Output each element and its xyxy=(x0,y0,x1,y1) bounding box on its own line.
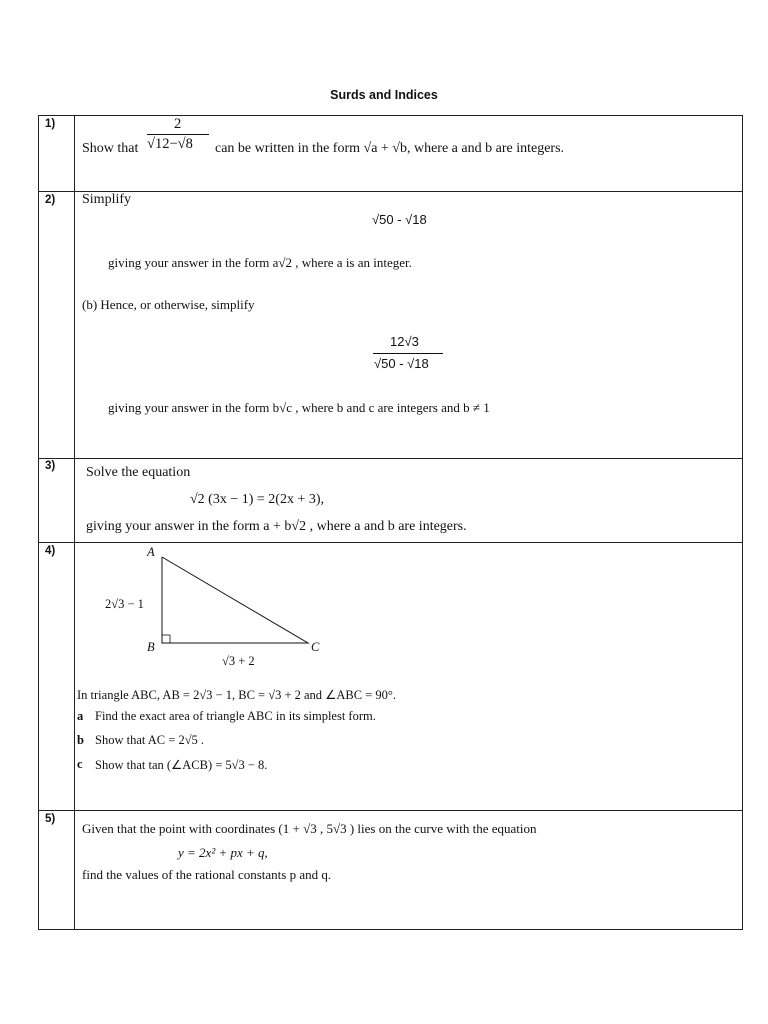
question-1-number: 1) xyxy=(45,118,56,130)
question-2-instruction-b: giving your answer in the form b√c , where b and c are integers and b ≠ 1 xyxy=(108,400,490,415)
question-3-intro: Solve the equation xyxy=(86,465,191,480)
question-3-equation: √2 (3x − 1) = 2(2x + 3), xyxy=(190,492,325,507)
question-5-line-3: find the values of the rational constants p and q. xyxy=(82,867,332,882)
question-2-part-b: (b) Hence, or otherwise, simplify xyxy=(82,297,255,312)
question-2-instruction-a: giving your answer in the form a√2 , where a is an integer. xyxy=(108,255,412,270)
question-1-numerator: 2 xyxy=(174,116,182,132)
triangle-outline xyxy=(162,557,308,643)
question-1-suffix: can be written in the form √a + √b, where a and b are integers. xyxy=(215,141,565,156)
vertex-a-label: A xyxy=(147,545,155,559)
part-a-letter: a xyxy=(77,709,84,723)
side-bc-label: √3 + 2 xyxy=(222,654,255,668)
question-5-number: 5) xyxy=(45,813,56,825)
question-2-numerator: 12√3 xyxy=(390,334,419,349)
part-c-letter: c xyxy=(77,757,83,771)
side-ab-label: 2√3 − 1 xyxy=(105,597,144,611)
right-angle-marker xyxy=(162,635,170,643)
row-divider-3 xyxy=(38,542,743,543)
question-4-stem: In triangle ABC, AB = 2√3 − 1, BC = √3 + 2 and ∠ABC = 90°. xyxy=(77,688,397,702)
vertex-b-label: B xyxy=(147,640,155,654)
question-2-number: 2) xyxy=(45,194,56,206)
question-1-prefix: Show that xyxy=(82,141,139,156)
question-5-equation: y = 2x² + px + q, xyxy=(178,845,268,860)
part-c-text: Show that tan (∠ACB) = 5√3 − 8. xyxy=(95,758,268,772)
right-triangle-diagram xyxy=(140,545,340,655)
question-2-expression: √50 - √18 xyxy=(372,212,427,227)
row-divider-4 xyxy=(38,810,743,811)
question-2-denominator: √50 - √18 xyxy=(374,356,429,371)
question-1-fraction-bar xyxy=(147,134,209,135)
part-b-letter: b xyxy=(77,733,84,747)
question-1-denominator: √12−√8 xyxy=(147,136,193,152)
part-b-text: Show that AC = 2√5 . xyxy=(95,733,205,747)
part-a-text: Find the exact area of triangle ABC in its simplest form. xyxy=(95,709,376,723)
question-2-fraction-bar xyxy=(373,353,443,354)
page-title: Surds and Indices xyxy=(330,88,438,102)
vertex-c-label: C xyxy=(311,640,320,654)
question-3-number: 3) xyxy=(45,460,56,472)
number-column-divider xyxy=(74,115,75,930)
question-4-number: 4) xyxy=(45,545,56,557)
question-3-instruction: giving your answer in the form a + b√2 , where a and b are integers. xyxy=(86,519,467,534)
question-5-line-1: Given that the point with coordinates (1 + √3 , 5√3 ) lies on the curve with the equation xyxy=(82,821,537,836)
row-divider-1 xyxy=(38,191,743,192)
row-divider-2-overlap xyxy=(530,458,743,459)
question-2-intro: Simplify xyxy=(82,192,132,207)
